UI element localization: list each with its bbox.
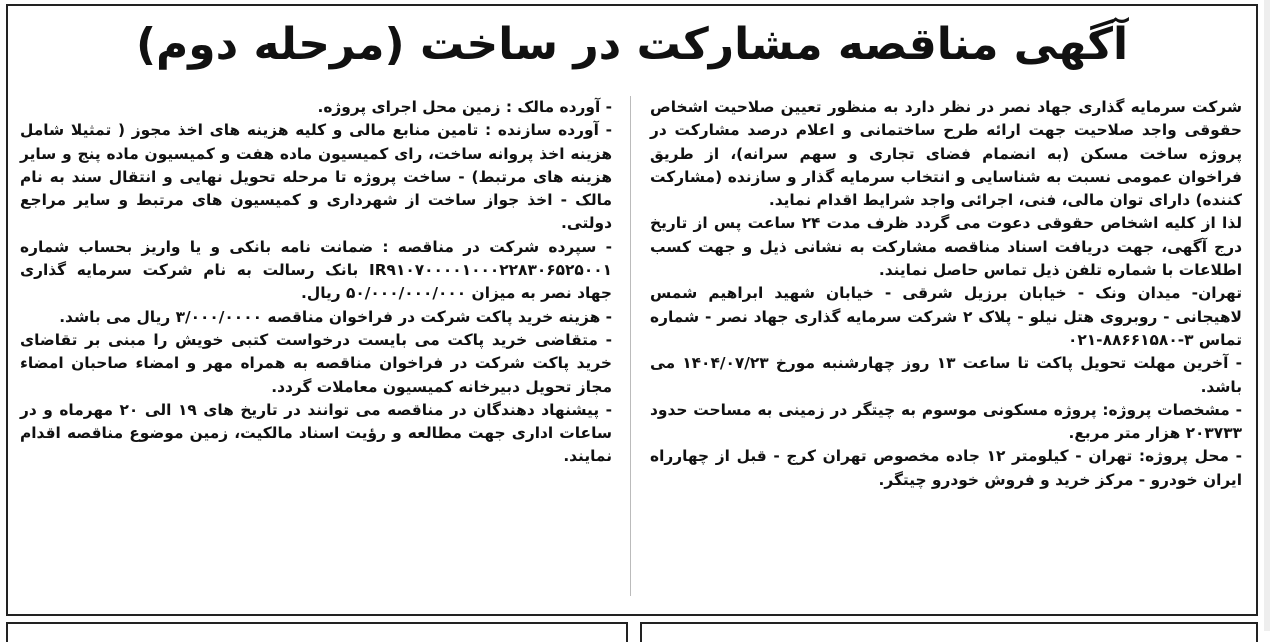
applicants-paragraph: - متقاضی خرید پاکت می بایست درخواست کتبی خویش را مبنی بر تقاضای خرید پاکت شرکت در فراخوان مناقصه به همراه مهر و امضاء صاحبان امضاء مجاز تحویل دبیرخانه کمیسیون معاملات گردد. <box>20 330 612 396</box>
left-column <box>20 96 612 469</box>
intro-paragraph <box>650 96 1242 212</box>
builder-paragraph <box>20 119 612 235</box>
spec-paragraph <box>650 399 1242 446</box>
page-edge <box>1264 0 1270 631</box>
owner-paragraph <box>20 96 612 119</box>
location-paragraph <box>650 445 1242 492</box>
spec-label: - مشخصات پروژه: <box>1102 400 1242 419</box>
deposit-text: ضمانت نامه بانکی و یا واریز بحساب شماره IR۹۱۰۷۰۰۰۰۱۰۰۰۲۲۸۳۰۶۵۲۵۰۰۱ بانک رسالت به نام شرکت سرمایه گذاری جهاد نصر به میزان ۵۰/۰۰۰/۰۰۰/۰۰۰ ریال. <box>20 237 612 303</box>
ad-title: آگهی مناقصه مشارکت در ساخت (مرحله دوم) <box>135 19 1129 70</box>
deposit-paragraph <box>20 236 612 306</box>
next-ad-box-left <box>6 622 628 642</box>
deadline-paragraph: - آخرین مهلت تحویل پاکت تا ساعت ۱۳ روز چهارشنبه مورخ ۱۴۰۴/۰۷/۲۳ می باشد. <box>650 354 1242 396</box>
location-label: - محل پروژه: <box>1138 447 1243 466</box>
visit-paragraph: - پیشنهاد دهندگان در مناقصه می توانند در تاریخ های ۱۹ الی ۲۰ مهرماه و در ساعات اداری جهت مطالعه و رؤیت اسناد مالکیت، زمین موضوع مناقصه اقدام نمایند. <box>20 400 612 466</box>
invite-paragraph: لذا از کلیه اشخاص حقوقی دعوت می گردد ظرف مدت ۲۴ ساعت پس از تاریخ درج آگهی، جهت دریافت اسناد مناقصه مشارکت به نشانی ذیل و جهت کسب اطلاعات با شماره تلفن ذیل تماس حاصل نمایند. <box>650 214 1242 280</box>
builder-label: - آورده سازنده : <box>485 121 612 140</box>
builder-text: تامین منابع مالی و کلیه هزینه های اخذ مجوز ( تمثیلا شامل هزینه اخذ پروانه ساخت، رای کمیسیون ماده هفت و کمیسیون ماده پنج و سایر هزینه های مرتبط) - ساخت پروژه تا مرحله تحویل نهایی و انتقال سند به نام مالک - اخذ جواز ساخت از شهرداری و کمیسیون های مرتبط و سایر مراجع دولتی. <box>20 121 612 233</box>
address-paragraph: تهران- میدان ونک - خیابان برزیل شرقی - خیابان شهید ابراهیم شمس لاهیجانی - روبروی هتل نیلو - پلاک ۲ شرکت سرمایه گذاری جهاد نصر - شماره تماس ۳-۸۸۶۶۱۵۸۰-۰۲۱ <box>650 284 1242 349</box>
spec-text: پروژه مسکونی موسوم به چیتگر در زمینی به مساحت حدود ۲۰۳۷۳۳ هزار متر مربع. <box>650 400 1242 443</box>
company-intro: شرکت سرمایه گذاری جهاد نصر در نظر دارد <box>904 98 1243 116</box>
intro-text: به منظور تعیین صلاحیت اشخاص حقوقی واجد صلاحیت جهت ارائه طرح ساختمانی و اعلام درصد مشارکت در پروژه ساخت مسکن (به انضمام فضای تجاری و سهم سرانه)، از طریق فراخوان عمومی نسبت به شناسایی و انتخاب سرمایه گذار و سازنده (مشارکت کننده) دارای توان مالی، فنی، اجرائی واجد شرایط اقدام نماید. <box>650 98 1242 210</box>
owner-label: - آورده مالک : <box>505 98 612 116</box>
packet-cost-paragraph: - هزینه خرید پاکت شرکت در فراخوان مناقصه ۳/۰۰۰/۰۰۰۰ ریال می باشد. <box>59 307 612 326</box>
deposit-label: - سپرده شرکت در مناقصه : <box>382 237 612 256</box>
right-column <box>650 96 1242 492</box>
location-text: تهران - کیلومتر ۱۲ جاده مخصوص تهران کرج - قبل از چهارراه ایران خودرو - مرکز خرید و فروش خودرو چیتگر. <box>650 447 1242 489</box>
next-ad-box-right <box>640 622 1258 642</box>
owner-text: زمین محل اجرای پروژه. <box>317 98 506 116</box>
column-divider <box>630 96 631 596</box>
